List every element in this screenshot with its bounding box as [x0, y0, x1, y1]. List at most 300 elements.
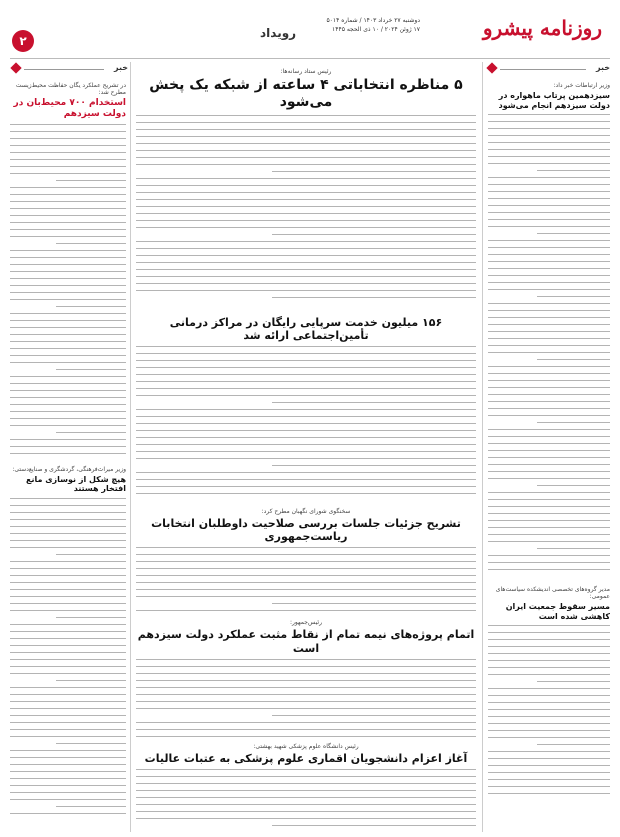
text-line — [488, 527, 610, 528]
text-line — [488, 114, 610, 115]
text-line — [10, 750, 126, 751]
story-kicker: وزیر میراث‌فرهنگی، گردشگری و صنایع‌دستی: — [12, 465, 126, 473]
text-line — [488, 709, 610, 710]
text-line — [10, 362, 126, 363]
text-line — [10, 792, 126, 793]
text-line — [56, 680, 126, 681]
text-line — [136, 360, 476, 361]
text-line — [10, 813, 126, 814]
text-line — [10, 757, 126, 758]
lead-headline: ۵ مناظره انتخاباتی ۴ ساعته از شبکه یک پخش می‌شود — [149, 77, 463, 110]
text-line — [10, 666, 126, 667]
text-line — [10, 631, 126, 632]
text-line — [136, 783, 476, 784]
text-line — [136, 708, 476, 709]
section-label: خبر — [113, 63, 128, 72]
text-line — [10, 250, 126, 251]
story-kicker: رئیس‌جمهور: — [290, 619, 322, 627]
text-line — [10, 313, 126, 314]
text-line — [10, 603, 126, 604]
text-line — [136, 213, 476, 214]
text-line — [488, 716, 610, 717]
text-line — [136, 659, 476, 660]
text-line — [136, 395, 476, 396]
text-line — [10, 411, 126, 412]
text-line — [10, 582, 126, 583]
text-line — [488, 261, 610, 262]
text-line — [488, 275, 610, 276]
column-separator — [482, 62, 483, 832]
text-line — [56, 617, 126, 618]
text-line — [10, 418, 126, 419]
text-line — [136, 227, 476, 228]
text-line — [136, 561, 476, 562]
text-line — [136, 451, 476, 452]
text-line — [136, 416, 476, 417]
text-line — [10, 722, 126, 723]
text-line — [136, 472, 476, 473]
text-line — [136, 164, 476, 165]
text-line — [488, 793, 610, 794]
text-line — [56, 243, 126, 244]
text-line — [136, 818, 476, 819]
text-line — [136, 367, 476, 368]
text-line — [10, 341, 126, 342]
text-line — [488, 135, 610, 136]
text-line — [10, 187, 126, 188]
text-line — [488, 128, 610, 129]
text-line — [488, 317, 610, 318]
text-line — [488, 436, 610, 437]
text-line — [488, 247, 610, 248]
text-line — [10, 397, 126, 398]
section-title: رویداد — [260, 26, 297, 40]
text-line — [488, 345, 610, 346]
text-line — [488, 499, 610, 500]
text-line — [10, 278, 126, 279]
text-line — [136, 388, 476, 389]
text-line — [488, 450, 610, 451]
text-line — [136, 736, 476, 737]
text-line — [136, 729, 476, 730]
story-body — [136, 346, 476, 506]
text-line — [136, 423, 476, 424]
story-headline: ۱۵۶ میلیون خدمت سرپایی رایگان در مراکز درمانی تأمین‌اجتماعی ارائه شد — [169, 315, 443, 342]
text-line — [488, 653, 610, 654]
text-line — [136, 776, 476, 777]
story-body — [136, 115, 476, 310]
text-line — [10, 778, 126, 779]
text-line — [136, 722, 476, 723]
text-line — [136, 797, 476, 798]
text-line — [10, 439, 126, 440]
text-line — [488, 765, 610, 766]
text-line — [136, 547, 476, 548]
text-line — [488, 674, 610, 675]
right-column — [488, 80, 610, 832]
text-line — [136, 701, 476, 702]
text-line — [488, 751, 610, 752]
story-headline: تشریح جزئیات جلسات بررسی صلاحیت داوطلبان انتخابات ریاست‌جمهوری — [151, 516, 461, 544]
text-line — [136, 283, 476, 284]
text-line — [10, 131, 126, 132]
text-line — [488, 569, 610, 570]
text-line — [537, 681, 610, 682]
text-line — [488, 408, 610, 409]
text-line — [488, 156, 610, 157]
left-section-header — [10, 62, 128, 76]
text-line — [10, 638, 126, 639]
text-line — [488, 205, 610, 206]
text-line — [488, 142, 610, 143]
text-line — [10, 729, 126, 730]
text-line — [488, 541, 610, 542]
story-kicker: رئیس دانشگاه علوم پزشکی شهید بهشتی: — [253, 742, 359, 750]
story-body — [136, 659, 476, 741]
text-line — [10, 299, 126, 300]
masthead-divider — [10, 58, 610, 59]
text-line — [136, 610, 476, 611]
text-line — [136, 680, 476, 681]
text-line — [56, 806, 126, 807]
text-line — [136, 381, 476, 382]
text-line — [488, 660, 610, 661]
text-line — [488, 303, 610, 304]
text-line — [10, 533, 126, 534]
text-line — [488, 506, 610, 507]
text-line — [136, 458, 476, 459]
text-line — [136, 122, 476, 123]
story-headline: مسیر سقوط جمعیت ایران کاهشی شده است — [505, 602, 610, 621]
text-line — [537, 485, 610, 486]
text-line — [537, 170, 610, 171]
text-line — [136, 136, 476, 137]
text-line — [10, 624, 126, 625]
text-line — [488, 667, 610, 668]
text-line — [488, 779, 610, 780]
text-line — [136, 220, 476, 221]
text-line — [136, 409, 476, 410]
text-line — [10, 208, 126, 209]
text-line — [136, 290, 476, 291]
text-line — [537, 744, 610, 745]
column-separator — [130, 62, 131, 832]
story-headline: استخدام ۷۰۰ محیط‌بان در دولت سیزدهم — [13, 98, 126, 119]
text-line — [10, 659, 126, 660]
text-line — [10, 708, 126, 709]
text-line — [10, 568, 126, 569]
text-line — [10, 561, 126, 562]
text-line — [10, 687, 126, 688]
text-line — [10, 229, 126, 230]
text-line — [10, 264, 126, 265]
text-line — [488, 401, 610, 402]
text-line — [488, 338, 610, 339]
text-line — [10, 327, 126, 328]
right-section-header — [486, 62, 610, 76]
text-line — [10, 376, 126, 377]
text-line — [136, 769, 476, 770]
dateline-gregorian: ۱۷ ژوئن ۲۰۲۴ / ۱۰ ذی الحجه ۱۴۴۵ — [332, 26, 420, 33]
text-line — [488, 562, 610, 563]
text-line — [488, 772, 610, 773]
text-line — [136, 444, 476, 445]
text-line — [10, 390, 126, 391]
text-line — [10, 715, 126, 716]
text-line — [488, 471, 610, 472]
text-line — [537, 422, 610, 423]
text-line — [488, 555, 610, 556]
text-line — [10, 159, 126, 160]
text-line — [10, 285, 126, 286]
text-line — [488, 387, 610, 388]
text-line — [10, 771, 126, 772]
text-line — [537, 548, 610, 549]
text-line — [10, 453, 126, 454]
text-line — [488, 380, 610, 381]
story-kicker: سخنگوی شورای نگهبان مطرح کرد: — [261, 507, 351, 515]
story-kicker: وزیر ارتباطات خبر داد: — [553, 82, 610, 89]
section-rule — [24, 69, 104, 70]
text-line — [10, 519, 126, 520]
text-line — [488, 632, 610, 633]
text-line — [10, 701, 126, 702]
text-line — [10, 694, 126, 695]
text-line — [272, 171, 476, 172]
text-line — [136, 143, 476, 144]
story-body — [488, 625, 610, 800]
text-line — [488, 520, 610, 521]
text-line — [10, 652, 126, 653]
text-line — [10, 498, 126, 499]
text-line — [537, 296, 610, 297]
text-line — [488, 226, 610, 227]
text-line — [136, 262, 476, 263]
section-diamond-icon — [486, 62, 497, 73]
text-line — [488, 268, 610, 269]
text-line — [136, 269, 476, 270]
text-line — [56, 369, 126, 370]
text-line — [136, 129, 476, 130]
text-line — [10, 355, 126, 356]
text-line — [488, 429, 610, 430]
story-kicker: رئیس ستاد رسانه‌ها: — [280, 68, 332, 75]
section-diamond-icon — [10, 62, 21, 73]
text-line — [272, 465, 476, 466]
text-line — [488, 723, 610, 724]
text-line — [56, 432, 126, 433]
text-line — [136, 666, 476, 667]
text-line — [136, 589, 476, 590]
text-line — [488, 352, 610, 353]
left-column — [10, 80, 126, 832]
text-line — [10, 575, 126, 576]
text-line — [10, 348, 126, 349]
text-line — [136, 575, 476, 576]
text-line — [136, 199, 476, 200]
text-line — [56, 306, 126, 307]
dateline — [326, 16, 420, 34]
text-line — [488, 289, 610, 290]
text-line — [136, 479, 476, 480]
text-line — [136, 178, 476, 179]
text-line — [136, 493, 476, 494]
text-line — [488, 730, 610, 731]
text-line — [488, 758, 610, 759]
story-kicker: در تشریح عملکرد یگان حفاظت محیط‌زیست مطرح شد: — [15, 82, 126, 96]
text-line — [136, 596, 476, 597]
text-line — [10, 446, 126, 447]
text-line — [136, 673, 476, 674]
text-line — [10, 383, 126, 384]
text-line — [136, 374, 476, 375]
text-line — [10, 145, 126, 146]
text-line — [10, 271, 126, 272]
text-line — [10, 124, 126, 125]
story-headline: اتمام پروژه‌های نیمه تمام از نقاط مثبت عملکرد دولت سیزدهم است — [137, 628, 475, 655]
text-line — [136, 150, 476, 151]
text-line — [488, 149, 610, 150]
text-line — [488, 310, 610, 311]
text-line — [10, 610, 126, 611]
text-line — [488, 366, 610, 367]
text-line — [488, 702, 610, 703]
text-line — [136, 255, 476, 256]
text-line — [136, 206, 476, 207]
text-line — [488, 373, 610, 374]
text-line — [10, 596, 126, 597]
text-line — [10, 540, 126, 541]
text-line — [488, 464, 610, 465]
text-line — [10, 194, 126, 195]
text-line — [10, 257, 126, 258]
text-line — [136, 185, 476, 186]
text-line — [10, 526, 126, 527]
text-line — [10, 404, 126, 405]
text-line — [136, 192, 476, 193]
text-line — [488, 212, 610, 213]
text-line — [10, 166, 126, 167]
text-line — [136, 248, 476, 249]
center-area — [136, 66, 476, 832]
text-line — [10, 425, 126, 426]
text-line — [10, 645, 126, 646]
text-line — [488, 625, 610, 626]
text-line — [488, 443, 610, 444]
text-line — [488, 191, 610, 192]
story-body — [488, 114, 610, 584]
text-line — [136, 568, 476, 569]
text-line — [136, 804, 476, 805]
text-line — [136, 115, 476, 116]
text-line — [56, 743, 126, 744]
text-line — [10, 292, 126, 293]
story-body — [136, 547, 476, 617]
text-line — [488, 695, 610, 696]
text-line — [488, 394, 610, 395]
text-line — [136, 582, 476, 583]
text-line — [10, 589, 126, 590]
text-line — [136, 157, 476, 158]
text-line — [488, 478, 610, 479]
text-line — [488, 198, 610, 199]
section-rule — [500, 69, 586, 70]
text-line — [136, 241, 476, 242]
text-line — [10, 799, 126, 800]
text-line — [10, 215, 126, 216]
text-line — [136, 790, 476, 791]
story-headline: سیزدهمین پرتاب ماهواره در دولت سیزدهم انجام می‌شود — [498, 91, 610, 110]
story-body — [10, 124, 126, 464]
text-line — [136, 430, 476, 431]
story-headline: هیچ شکل از نوسازی مانع افتخار هستند — [26, 474, 126, 494]
story-body — [10, 498, 126, 818]
text-line — [10, 138, 126, 139]
text-line — [10, 173, 126, 174]
text-line — [488, 121, 610, 122]
text-line — [56, 180, 126, 181]
story-headline: آغاز اعزام دانشجویان اقماری علوم پزشکی به عتبات عالیات — [144, 751, 468, 765]
text-line — [488, 534, 610, 535]
text-line — [488, 688, 610, 689]
text-line — [10, 512, 126, 513]
text-line — [10, 505, 126, 506]
text-line — [488, 324, 610, 325]
text-line — [56, 554, 126, 555]
text-line — [136, 694, 476, 695]
story-kicker: مدیر گروه‌های تخصصی اندیشکده سیاست‌های عمومی: — [495, 586, 610, 601]
text-line — [10, 152, 126, 153]
text-line — [10, 764, 126, 765]
text-line — [10, 201, 126, 202]
text-line — [272, 234, 476, 235]
text-line — [10, 547, 126, 548]
text-line — [136, 437, 476, 438]
text-line — [537, 359, 610, 360]
section-label: خبر — [595, 63, 610, 72]
text-line — [488, 163, 610, 164]
page-number-badge: ۲ — [12, 30, 34, 52]
newspaper-logo: روزنامه پیشرو — [482, 16, 602, 40]
text-line — [136, 276, 476, 277]
text-line — [10, 236, 126, 237]
text-line — [488, 513, 610, 514]
text-line — [488, 282, 610, 283]
text-line — [488, 331, 610, 332]
text-line — [272, 603, 476, 604]
text-line — [272, 715, 476, 716]
masthead — [0, 0, 620, 58]
story-body — [136, 769, 476, 829]
text-line — [136, 486, 476, 487]
text-line — [136, 554, 476, 555]
text-line — [136, 687, 476, 688]
text-line — [10, 334, 126, 335]
text-line — [10, 673, 126, 674]
text-line — [488, 415, 610, 416]
text-line — [10, 736, 126, 737]
text-line — [10, 320, 126, 321]
text-line — [272, 825, 476, 826]
text-line — [488, 219, 610, 220]
text-line — [488, 646, 610, 647]
text-line — [136, 811, 476, 812]
text-line — [488, 184, 610, 185]
text-line — [488, 737, 610, 738]
dateline-persian: دوشنبه ۲۷ خرداد ۱۴۰۳ / شماره ۵۰۱۴ — [326, 17, 420, 24]
text-line — [488, 177, 610, 178]
text-line — [272, 402, 476, 403]
